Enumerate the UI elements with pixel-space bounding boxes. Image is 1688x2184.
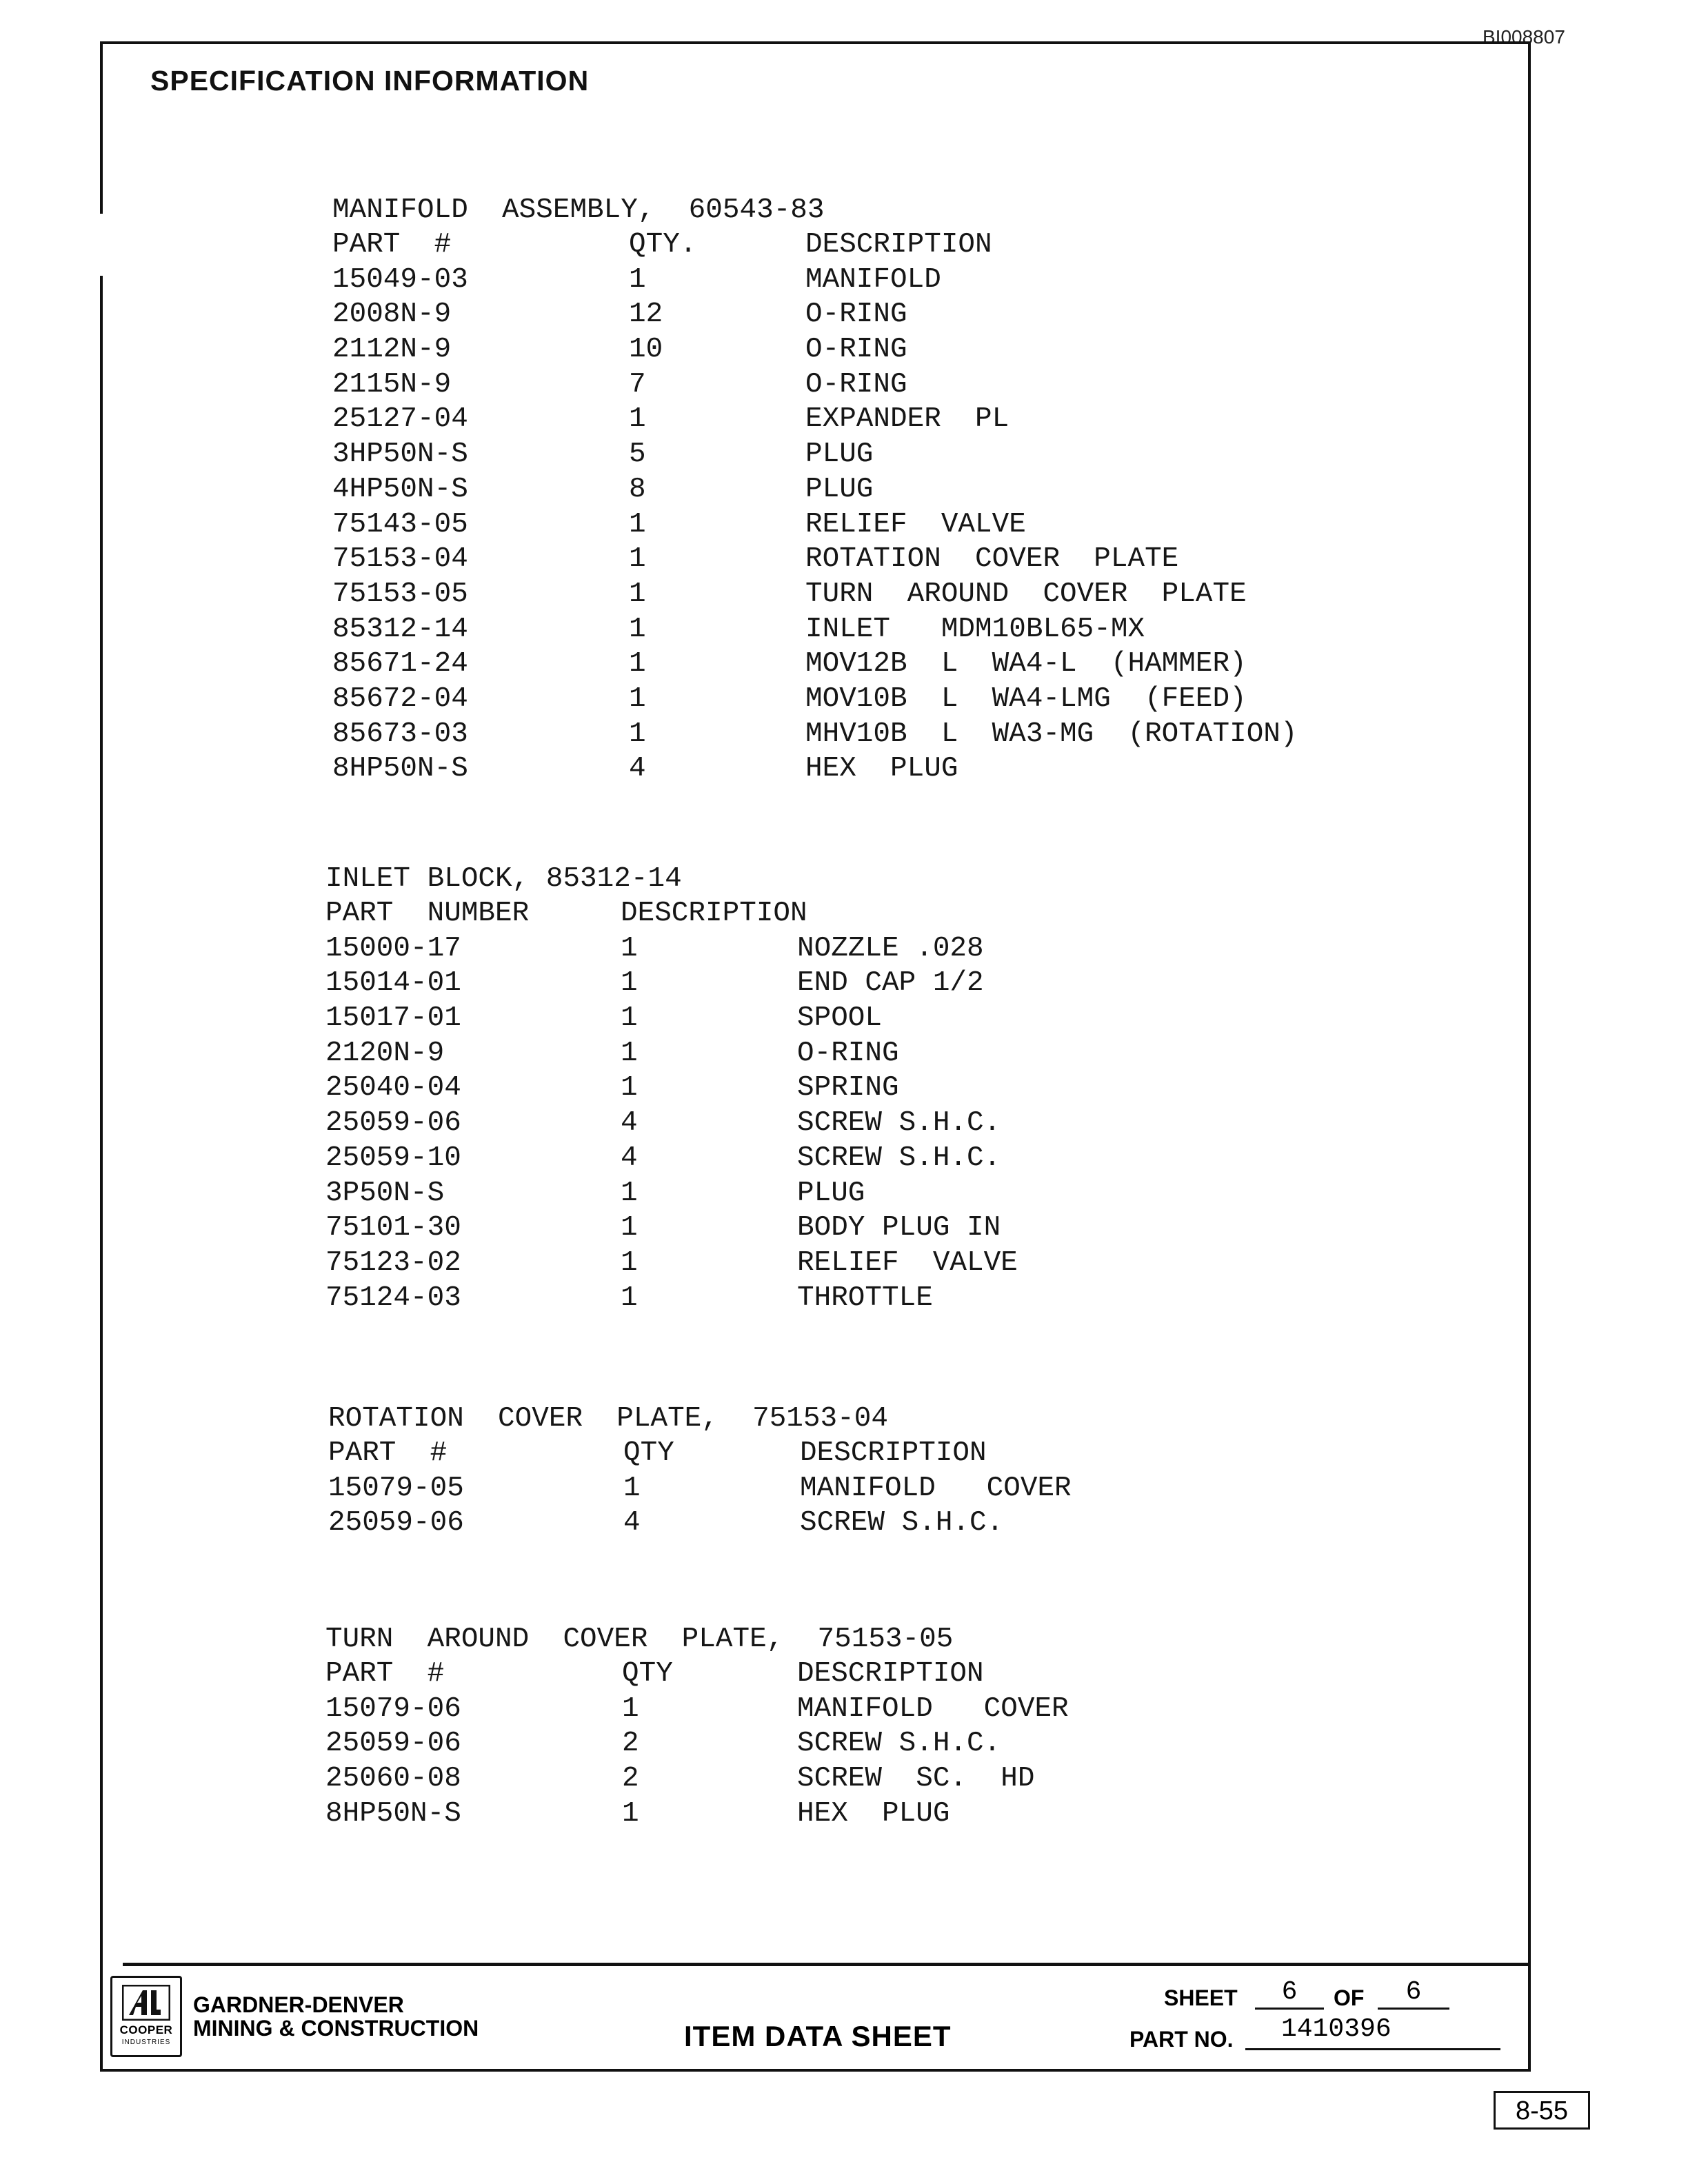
table-row xyxy=(325,1106,1001,1141)
description-cell: SCREW S.H.C. xyxy=(800,1507,1004,1539)
quantity-cell: 2 xyxy=(622,1763,639,1795)
quantity-cell: 4 xyxy=(623,1507,641,1539)
header-qty: QTY xyxy=(622,1658,673,1690)
cooper-logo xyxy=(110,1976,182,2057)
part-number-cell: 25060-08 xyxy=(325,1763,461,1795)
table-row xyxy=(332,263,941,298)
inlet-block-section xyxy=(325,862,1018,1315)
header-part: PART # xyxy=(325,1658,445,1690)
table-row xyxy=(328,1506,1004,1541)
of-label: OF xyxy=(1334,1985,1365,2010)
quantity-cell: 1 xyxy=(621,1072,638,1104)
part-number-cell: 75153-04 xyxy=(332,543,468,576)
part-number-cell: 15079-05 xyxy=(328,1472,464,1504)
footer-divider xyxy=(123,1963,1529,1966)
table-row xyxy=(332,612,1145,647)
table-header-row xyxy=(325,896,807,931)
company-name-line2: MINING & CONSTRUCTION xyxy=(193,2016,479,2041)
header-qty: QTY xyxy=(623,1437,674,1469)
table-row xyxy=(332,647,1247,682)
table-row xyxy=(332,297,907,332)
quantity-cell: 1 xyxy=(621,1002,638,1035)
page-heading: SPECIFICATION INFORMATION xyxy=(150,65,590,97)
header-description: DESCRIPTION xyxy=(800,1437,987,1469)
quantity-cell: 5 xyxy=(629,438,646,471)
description-cell: HEX PLUG xyxy=(805,753,958,785)
header-description: DESCRIPTION xyxy=(621,898,807,929)
quantity-cell: 1 xyxy=(621,1246,638,1279)
table-row xyxy=(332,367,907,403)
part-number-cell: 8HP50N-S xyxy=(325,1797,461,1830)
table-row xyxy=(325,1176,865,1211)
description-cell: MANIFOLD xyxy=(805,263,941,296)
table-row xyxy=(332,682,1247,717)
description-cell: O-RING xyxy=(805,368,907,401)
section-title: TURN AROUND COVER PLATE, 75153-05 xyxy=(325,1624,954,1655)
table-row xyxy=(325,1036,899,1071)
part-number-cell: 3HP50N-S xyxy=(332,438,468,471)
quantity-cell: 1 xyxy=(622,1797,639,1830)
description-cell: O-RING xyxy=(797,1037,899,1069)
table-row xyxy=(332,577,1247,612)
quantity-cell: 12 xyxy=(629,299,663,331)
quantity-cell: 1 xyxy=(629,613,646,645)
table-header-row xyxy=(328,1436,987,1471)
description-cell: ROTATION COVER PLATE xyxy=(805,543,1179,576)
sheet-total: 6 xyxy=(1378,1977,1449,2010)
quantity-cell: 1 xyxy=(621,1177,638,1209)
header-description: DESCRIPTION xyxy=(805,229,992,261)
part-number-cell: 2008N-9 xyxy=(332,299,452,331)
quantity-cell: 1 xyxy=(629,718,646,750)
quantity-cell: 1 xyxy=(629,543,646,576)
description-cell: END CAP 1/2 xyxy=(797,967,984,1000)
table-row xyxy=(332,507,1026,543)
table-row xyxy=(332,751,958,787)
part-number-cell: 75123-02 xyxy=(325,1246,461,1279)
part-number-cell: 85673-03 xyxy=(332,718,468,750)
part-number-cell: 85312-14 xyxy=(332,613,468,645)
table-row xyxy=(325,1726,1001,1761)
company-name-line1: GARDNER-DENVER xyxy=(193,1992,404,2017)
logo-subtext: INDUSTRIES xyxy=(121,2039,171,2046)
part-number-cell: 75153-05 xyxy=(332,578,468,610)
section-title: ROTATION COVER PLATE, 75153-04 xyxy=(328,1403,888,1435)
description-cell: MHV10B L WA3-MG (ROTATION) xyxy=(805,718,1298,750)
description-cell: MOV10B L WA4-LMG (FEED) xyxy=(805,682,1247,715)
part-number-cell: 25040-04 xyxy=(325,1072,461,1104)
quantity-cell: 1 xyxy=(629,578,646,610)
part-number-label: PART NO. xyxy=(1129,2027,1234,2052)
part-number-cell: 15017-01 xyxy=(325,1002,461,1035)
manifold-assembly-section xyxy=(332,193,1298,787)
description-cell: INLET MDM10BL65-MX xyxy=(805,613,1145,645)
table-row xyxy=(325,1211,1001,1246)
section-title: MANIFOLD ASSEMBLY, 60543-83 xyxy=(332,194,825,226)
part-number-cell: 15014-01 xyxy=(325,967,461,1000)
header-description: DESCRIPTION xyxy=(797,1658,984,1690)
table-row xyxy=(325,1692,1069,1727)
part-number-cell: 75143-05 xyxy=(332,508,468,540)
part-number-cell: 3P50N-S xyxy=(325,1177,445,1209)
description-cell: SCREW S.H.C. xyxy=(797,1142,1001,1174)
description-cell: EXPANDER PL xyxy=(805,403,1009,436)
logo-text: COOPER xyxy=(119,2023,173,2036)
header-part-number: PART NUMBER xyxy=(325,898,530,929)
cooper-mark-icon xyxy=(122,1985,170,2021)
sheet-number: 6 xyxy=(1255,1977,1324,2010)
description-cell: O-RING xyxy=(805,334,907,366)
part-number-cell: 25059-06 xyxy=(325,1728,461,1760)
table-row xyxy=(325,966,984,1001)
part-number-cell: 2120N-9 xyxy=(325,1037,445,1069)
document-id: BI008807 xyxy=(1483,26,1565,48)
quantity-cell: 4 xyxy=(629,753,646,785)
part-number-cell: 4HP50N-S xyxy=(332,473,468,505)
table-header-row xyxy=(332,228,992,263)
table-row xyxy=(325,1797,953,1832)
quantity-cell: 10 xyxy=(629,334,663,366)
table-header-row xyxy=(325,1657,984,1692)
header-part: PART # xyxy=(328,1437,448,1469)
quantity-cell: 1 xyxy=(621,967,638,1000)
description-cell: BODY PLUG IN xyxy=(797,1212,1001,1244)
turn-around-cover-plate-section xyxy=(325,1622,1069,1831)
header-part: PART # xyxy=(332,229,452,261)
quantity-cell: 2 xyxy=(622,1728,639,1760)
description-cell: MANIFOLD COVER xyxy=(797,1692,1069,1725)
quantity-cell: 7 xyxy=(629,368,646,401)
section-title: INLET BLOCK, 85312-14 xyxy=(325,863,682,895)
quantity-cell: 1 xyxy=(629,682,646,715)
part-number-cell: 25127-04 xyxy=(332,403,468,436)
page-reference: 8-55 xyxy=(1494,2091,1590,2130)
description-cell: PLUG xyxy=(797,1177,865,1209)
quantity-cell: 1 xyxy=(621,932,638,964)
description-cell: THROTTLE xyxy=(797,1282,933,1314)
quantity-cell: 1 xyxy=(621,1282,638,1314)
quantity-cell: 1 xyxy=(623,1472,641,1504)
table-row xyxy=(332,717,1298,752)
part-number-cell: 75101-30 xyxy=(325,1212,461,1244)
part-number-cell: 2115N-9 xyxy=(332,368,452,401)
table-row xyxy=(325,1071,899,1106)
part-number-cell: 15049-03 xyxy=(332,263,468,296)
quantity-cell: 1 xyxy=(621,1212,638,1244)
description-cell: O-RING xyxy=(805,299,907,331)
table-row xyxy=(328,1471,1072,1506)
part-number-cell: 25059-06 xyxy=(328,1507,464,1539)
quantity-cell: 1 xyxy=(629,403,646,436)
table-row xyxy=(332,542,1179,577)
part-number-cell: 15079-06 xyxy=(325,1692,461,1725)
description-cell: PLUG xyxy=(805,473,874,505)
description-cell: RELIEF VALVE xyxy=(805,508,1026,540)
header-qty: QTY. xyxy=(629,229,697,261)
table-row xyxy=(332,402,1009,437)
part-number-cell: 8HP50N-S xyxy=(332,753,468,785)
table-row xyxy=(332,437,874,472)
description-cell: NOZZLE .028 xyxy=(797,932,984,964)
quantity-cell: 4 xyxy=(621,1142,638,1174)
quantity-cell: 1 xyxy=(629,508,646,540)
table-row xyxy=(332,472,874,507)
part-number-cell: 2112N-9 xyxy=(332,334,452,366)
description-cell: SPRING xyxy=(797,1072,899,1104)
description-cell: HEX PLUG xyxy=(797,1797,950,1830)
description-cell: MANIFOLD COVER xyxy=(800,1472,1072,1504)
description-cell: SCREW SC. HD xyxy=(797,1763,1035,1795)
description-cell: PLUG xyxy=(805,438,874,471)
part-number-cell: 25059-06 xyxy=(325,1107,461,1140)
description-cell: SPOOL xyxy=(797,1002,883,1035)
quantity-cell: 1 xyxy=(621,1037,638,1069)
part-number-cell: 75124-03 xyxy=(325,1282,461,1314)
quantity-cell: 1 xyxy=(622,1692,639,1725)
form-title: ITEM DATA SHEET xyxy=(684,2020,952,2052)
table-row xyxy=(325,1246,1018,1281)
table-row xyxy=(325,1761,1035,1797)
description-cell: SCREW S.H.C. xyxy=(797,1107,1001,1140)
table-row xyxy=(325,1141,1001,1176)
table-row xyxy=(325,1001,883,1036)
quantity-cell: 8 xyxy=(629,473,646,505)
table-row xyxy=(332,332,907,367)
table-row xyxy=(325,931,984,967)
table-row xyxy=(325,1281,933,1316)
part-number-cell: 15000-17 xyxy=(325,932,461,964)
description-cell: MOV12B L WA4-L (HAMMER) xyxy=(805,648,1247,680)
quantity-cell: 1 xyxy=(629,263,646,296)
quantity-cell: 4 xyxy=(621,1107,638,1140)
part-number-cell: 25059-10 xyxy=(325,1142,461,1174)
sheet-label: SHEET xyxy=(1164,1985,1238,2010)
rotation-cover-plate-section xyxy=(328,1402,1072,1541)
part-number-cell: 85672-04 xyxy=(332,682,468,715)
description-cell: SCREW S.H.C. xyxy=(797,1728,1001,1760)
part-number-value: 1410396 xyxy=(1245,2014,1500,2050)
description-cell: RELIEF VALVE xyxy=(797,1246,1018,1279)
description-cell: TURN AROUND COVER PLATE xyxy=(805,578,1247,610)
quantity-cell: 1 xyxy=(629,648,646,680)
part-number-cell: 85671-24 xyxy=(332,648,468,680)
